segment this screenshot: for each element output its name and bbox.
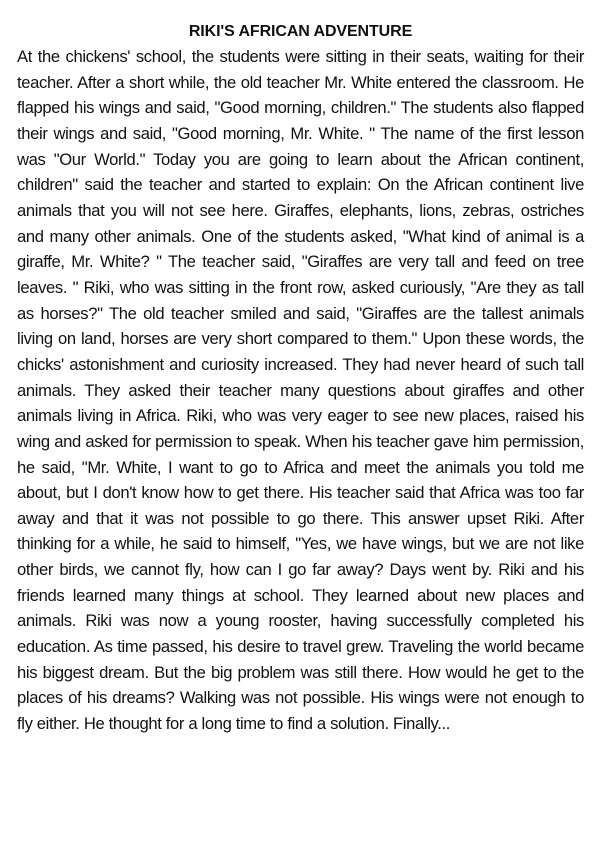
- document-page: [17, 20, 584, 737]
- document-title: RIKI'S AFRICAN ADVENTURE: [188, 23, 413, 40]
- story-paragraph: At the chickens' school, the students were sitting in their seats, waiting for their teacher. After a short while, the old teacher Mr. White entered the classroom. He flapped his wings and said, "Good morning, children." The students also flapped their wings and said, "Good morning, Mr. White. " The name of the first lesson was "Our World." Today you are going to learn about the African continent, children" said the teacher and started to explain: On the African continent live animals that you will not see here. Giraffes, elephants, lions, zebras, ostriches and many other animals. One of the students asked, "What kind of animal is a giraffe, Mr. White? " The teacher said, "Giraffes are very tall and feed on tree leaves. " Riki, who was sitting in the front row, asked curiously, "Are they as tall as horses?" The old teacher smiled and said, "Giraffes are the tallest animals living on land, horses are very short compared to them." Upon these words, the chicks' astonishment and curiosity increased. They had never heard of such tall animals. They asked their teacher many questions about giraffes and other animals living in Africa. Riki, who was very eager to see new places, raised his wing and asked for permission to speak. When his teacher gave him permission, he said, "Mr. White, I want to go to Africa and meet the animals you told me about, but I don't know how to get there. His teacher said that Africa was too far away and that it was not possible to go there. This answer upset Riki. After thinking for a while, he said to himself, "Yes, we have wings, but we are not like other birds, we cannot fly, how can I go far away? Days went by. Riki and his friends learned many things at school. They learned about new places and animals. Riki was now a young rooster, having successfully completed his education. As time passed, his desire to travel grew. Traveling the world became his biggest dream. But the big problem was still there. How would he get to the places of his dreams? Walking was not possible. His wings were not enough to fly either. He thought for a long time to find a solution. Finally...: [17, 47, 584, 734]
